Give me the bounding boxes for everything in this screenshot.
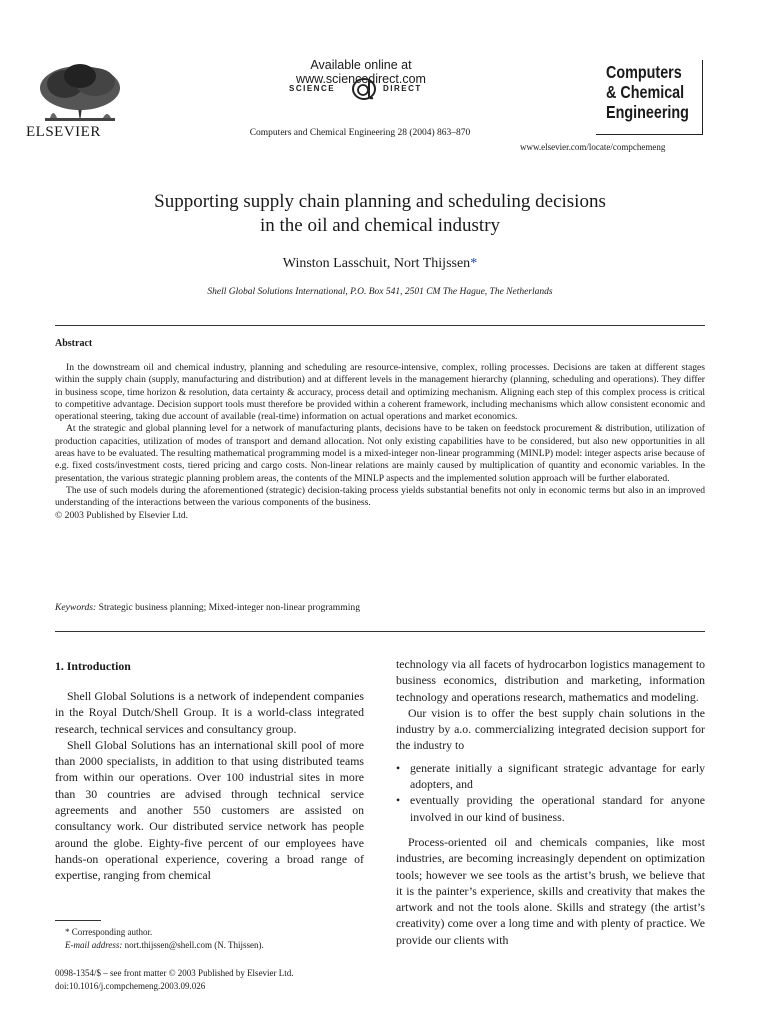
email-address-link[interactable]: nort.thijssen@shell.com (N. Thijssen). — [122, 939, 264, 950]
list-item-text: eventually providing the operational standard for anyone involved in our kind of business. — [410, 793, 705, 824]
sciencedirect-logo — [285, 76, 447, 102]
front-matter — [55, 967, 294, 992]
corresponding-note: * Corresponding author. — [65, 927, 153, 937]
bullet-list — [396, 760, 705, 825]
title-line: in the oil and chemical industry — [259, 215, 501, 236]
abstract-copyright: © 2003 Published by Elsevier Ltd. — [55, 509, 189, 521]
email-label: E-mail address: — [65, 939, 123, 950]
keywords-list: Strategic business planning; Mixed-integer non-linear programming — [96, 602, 360, 613]
corresponding-author-link[interactable]: * — [470, 256, 478, 271]
keywords-label: Keywords: — [55, 602, 97, 613]
title-line: Supporting supply chain planning and scheduling decisions — [154, 191, 606, 212]
bullet-icon: • — [396, 760, 401, 775]
sd-right-word: DIRECT — [383, 84, 422, 93]
affiliation: Shell Global Solutions International, P.O. Box 541, 2501 CM The Hague, The Netherlands — [207, 287, 553, 297]
abstract-paragraph: The use of such models during the aforementioned (strategic) decision-taking process yields substantial benefits not only in economic terms but also in an improved understanding of the interactions between the various components of the business. — [55, 484, 705, 509]
publisher-name: ELSEVIER — [26, 124, 101, 140]
list-item-text: generate initially a significant strategic advantage for early adopters, and — [410, 760, 705, 792]
keywords — [55, 602, 360, 613]
body-paragraph: technology via all facets of hydrocarbon logistics management to business economics, distribution and marketing, information technology and operations research, mathematics and modeling. — [396, 657, 705, 704]
doi-link[interactable]: doi:10.1016/j.compchemeng.2003.09.026 — [55, 980, 206, 991]
list-item — [396, 760, 705, 793]
journal-citation: Computers and Chemical Engineering 28 (2004) 863–870 — [249, 128, 471, 138]
divider-bottom — [55, 631, 705, 632]
journal-url-link[interactable]: www.elsevier.com/locate/compchemeng — [520, 142, 666, 152]
journal-name-line: & Chemical — [606, 82, 685, 102]
sd-left-word: SCIENCE — [289, 84, 336, 93]
body-paragraph: Our vision is to offer the best supply chain solutions in the industry by a.o. commercializing integrated decision support for the industry to — [396, 705, 705, 753]
body-paragraph: Process-oriented oil and chemicals companies, like most industries, are becoming increasingly dependent on optimization tools; however we see tools as the artist’s brush, we believe that it is the painter’s experience, skills and creativity that makes the artwork and not the tools alone. Skills and strategy (the artist’s creativity) come over a long time and with plenty of practice. We provide our clients with — [396, 834, 705, 947]
body-paragraph: Shell Global Solutions is a network of independent companies in the Royal Dutch/Shell Group. It is a world-class integrated research, technical services and consultancy group. — [55, 689, 364, 736]
journal-logo-name — [606, 62, 689, 122]
authors — [180, 256, 580, 272]
abstract-paragraph: In the downstream oil and chemical industry, planning and scheduling are resource-intensive, complex, rolling processes. Decisions are taken at different stages within the supply chain (supply, manufacturing and distribution) and at different levels in the management hierarchy (planning, scheduling and operations). They differ in business scope, time horizon & resolution, data certainty & accuracy, process detail and optimizing mechanism. Aligning each step of this complex process is critical to competitive advantage. Decision support tools must therefore be provided within a coherent framework, including mechanisms which allow consistent economic and operational steering, taking due account of available (real-time) information on actual operations and market economics. — [55, 362, 705, 423]
list-item — [396, 792, 705, 825]
abstract-paragraph: At the strategic and global planning level for a network of manufacturing plants, decisions have to be taken on feedstock procurement & distribution, utilization of production capacities, utilization of modes of transport and demand allocation. Not only existing capabilities have to be considered, but also new opportunities in all areas have to be evaluated. The resulting mathematical programming model is a mixed-integer non-linear programming (MINLP) model: integer aspects arise because of e.g. fixed costs/investment costs, tiered pricing and cargo costs. Non-linear relations are mainly caused by multiplication of quantity and economic variables. In the presentation, the various strategic planning problem areas, the contents of the MINLP aspects and the implemented solution approach will be further elaborated. — [55, 423, 705, 484]
journal-name-line: Computers — [606, 62, 682, 82]
available-online-text: Available online at www.sciencedirect.com — [296, 58, 426, 86]
author-names: Winston Lasschuit, Nort Thijssen — [282, 256, 471, 271]
footnote — [55, 926, 264, 951]
footnote-divider — [55, 920, 101, 921]
left-column — [55, 688, 364, 884]
sd-swirl-icon — [349, 76, 379, 102]
article-title — [80, 190, 680, 238]
section-heading: 1. Introduction — [55, 659, 131, 673]
journal-name-line: Engineering — [606, 102, 689, 122]
front-matter-line: 0098-1354/$ – see front matter © 2003 Published by Elsevier Ltd. — [55, 968, 294, 978]
right-column — [396, 656, 705, 948]
abstract-heading: Abstract — [55, 338, 93, 349]
abstract-body — [55, 362, 705, 522]
bullet-icon: • — [396, 793, 401, 808]
divider-top — [55, 325, 705, 326]
body-paragraph: Shell Global Solutions has an international skill pool of more than 2000 specialists, in addition to that using distributed teams from within our operations. Over 100 industrial sites in more than 30 countries are advised through technical service agreements and another 550 customers are assisted on consultancy work. Our distributed service network has people around the globe. Eighty-five percent of our employees have hands-on operational experience, covering a broad range of expertise, ranging from chemical — [55, 737, 364, 883]
